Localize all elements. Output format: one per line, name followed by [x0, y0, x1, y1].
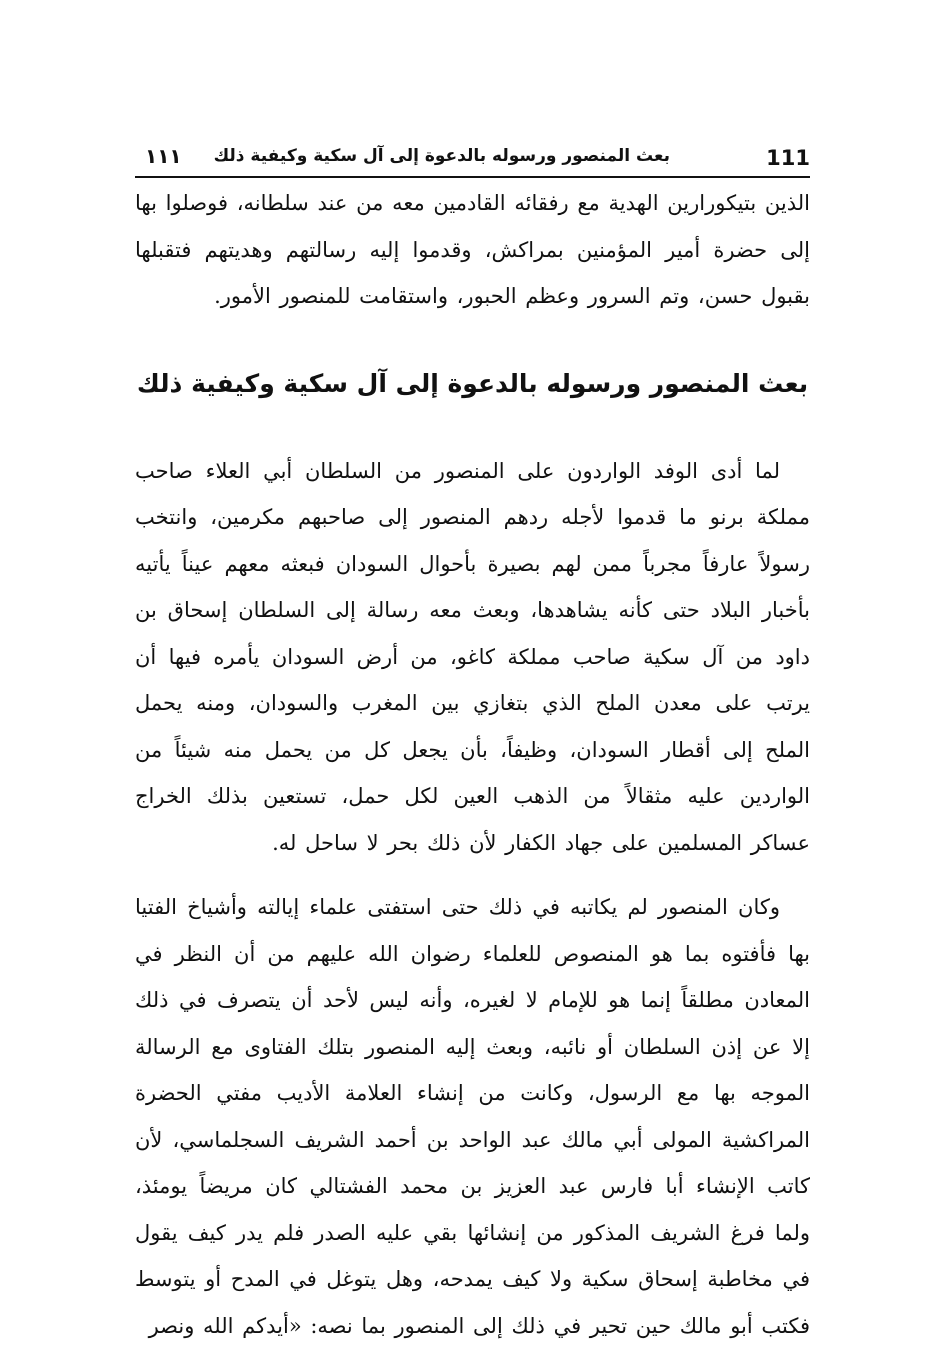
body-paragraph-2: وكان المنصور لم يكاتبه في ذلك حتى استفتى علماء إيالته وأشياخ الفتيا بها فأفتوه بما هو المنصوص للعلماء رضوان الله عليهم من أن النظر في المعادن مطلقاً إنما هو للإمام لا لغيره، وأنه ليس لأحد أن يتصرف في ذلك إلا عن إذن السلطان أو نائبه، وبعث إليه المنصور بتلك الفتاوى مع الرسالة الموجه بها مع الرسول، وكانت من إنشاء العلامة الأديب مفتي الحضرة المراكشية المولى أبي مالك عبد الواحد بن أحمد الشريف السجلماسي، لأن كاتب الإنشاء أبا فارس عبد العزيز بن محمد الفشتالي كان مريضاً يومئذ، ولما فرغ الشريف المذكور من إنشائها بقي عليه الصدر فلم يدر كيف يقول في مخاطبة إسحاق سكية ولا كيف يمدحه، وهل يتوغل في المدح أو يتوسط فكتب أبو مالك حين تحير في ذلك إلى المنصور بما نصه: «أيدكم الله ونصر: [135, 895, 810, 1338]
intro-paragraph: الذين بتيكورارين الهدية مع رفقائه القادمين معه من عند سلطانه، فوصلوا بها إلى حضرة أمير المؤمنين بمراكش، وقدموا إليه رسالتهم وهديتهم فتقبلها بقبول حسن، وتم السرور وعظم الحبور، واستقامت للمنصور الأمور.: [135, 191, 810, 308]
page-number-arabic: ١١١: [145, 144, 182, 168]
running-header: [135, 138, 810, 178]
section-heading: بعث المنصور ورسوله بالدعوة إلى آل سكية وكيفية ذلك: [136, 368, 809, 398]
running-header-title: بعث المنصور ورسوله بالدعوة إلى آل سكية وكيفية ذلك: [213, 146, 670, 166]
page-number-latin: 111: [766, 146, 810, 170]
body-paragraph-1: لما أدى الوفد الواردون على المنصور من السلطان أبي العلاء صاحب مملكة برنو ما قدموا لأجله ردهم المنصور إلى صاحبهم مكرمين، وانتخب رسولاً عارفاً مجرباً ممن لهم بصيرة بأحوال السودان فبعثه معهم عيناً يأتيه بأخبار البلاد حتى كأنه يشاهدها، وبعث معه رسالة إلى السلطان إسحاق بن داود من آل سكية صاحب مملكة كاغو، من أرض السودان يأمره فيها أن يرتب على معدن الملح الذي بتغازي بين المغرب والسودان، ومنه يحمل الملح إلى أقطار السودان، وظيفاً، بأن يجعل كل من يحمل منه شيئاً من الواردين عليه مثقالاً من الذهب العين لكل حمل، تستعين بذلك الخراج عساكر المسلمين على جهاد الكفار لأن ذلك بحر لا ساحل له.: [135, 458, 810, 855]
page: [135, 138, 810, 1349]
